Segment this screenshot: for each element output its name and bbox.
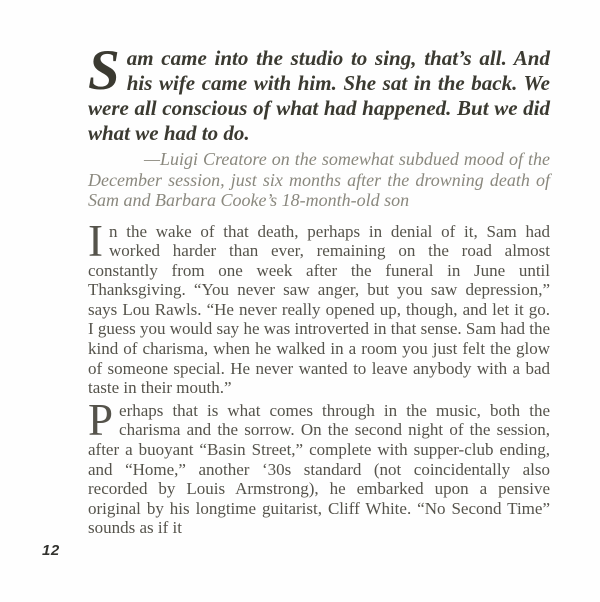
drop-cap-quote: S [88, 39, 120, 102]
pull-quote [88, 39, 550, 146]
drop-cap-paragraph-2: P [88, 394, 114, 445]
quote-attribution: —Luigi Creatore on the somewhat subdued mood of the December session, just six months after the drowning death of Sam and Barbara Cooke’s 18-month-old son [88, 149, 550, 210]
body-paragraph-2 [88, 394, 550, 538]
pull-quote-text: am came into the studio to sing, that’s all. And his wife came with him. She sat in the back. We were all conscious of what had happened. But we did what we had to do. [88, 46, 550, 145]
page-number: 12 [42, 542, 60, 559]
body-paragraph-2-text: erhaps that is what comes through in the music, both the charisma and the sorrow. On the second night of the session, after a buoyant “Basin Street,” complete with supper-club ending, and “Home,” another ‘30s standard (not coincidentally also recorded by Louis Armstrong), he embarked upon a pensive original by his longtime guitarist, Cliff White. “No Second Time” sounds as if it [88, 400, 550, 538]
body-paragraph-1 [88, 215, 550, 398]
body-paragraph-1-text: n the wake of that death, perhaps in denial of it, Sam had worked harder than ever, remaining on the road almost constantly from one week after the funeral in June until Thanksgiving. “You never saw anger, but you saw depression,” says Lou Rawls. “He never really opened up, though, and let it go. I guess you would say he was introverted in that sense. Sam had the kind of charisma, when he walked in a room you just felt the glow of someone special. He never wanted to leave anybody with a bad taste in their mouth.” [88, 221, 550, 398]
drop-cap-paragraph-1: I [88, 215, 103, 266]
text-block [88, 39, 550, 538]
